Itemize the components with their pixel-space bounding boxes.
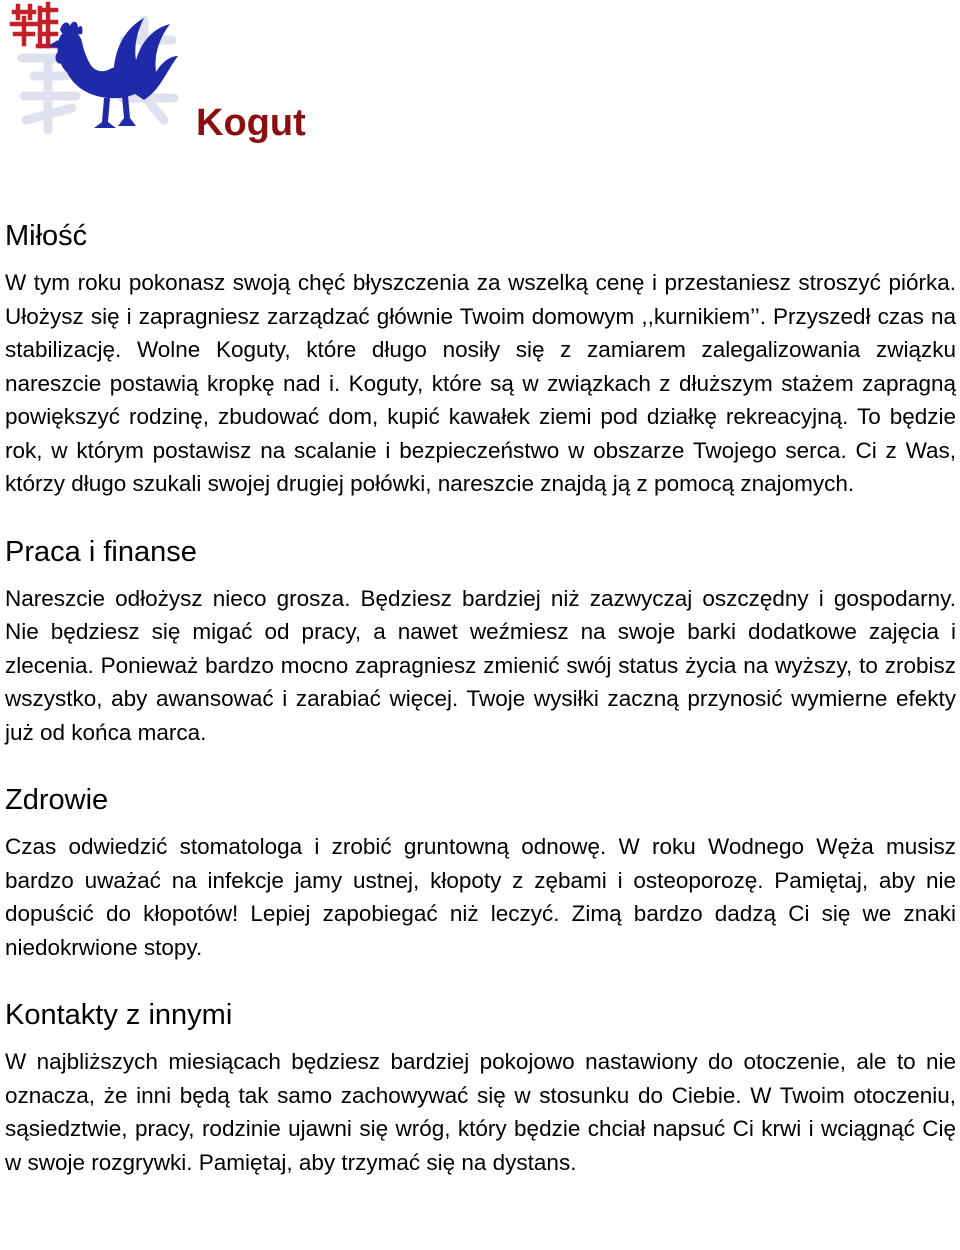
section-work-finance xyxy=(5,530,956,750)
section-heading: Kontakty z innymi xyxy=(5,999,233,1031)
section-love xyxy=(5,214,956,501)
page-header xyxy=(0,0,960,160)
section-paragraph: Nareszcie odłożysz nieco grosza. Będziesz bardziej niż zazwyczaj oszczędny i gospodarny. Nie będziesz się migać od pracy, a nawet weźmiesz na swoje barki dodatkowe zajęcia i zlecenia. Ponieważ bardzo mocno zapragniesz zmienić swój status życia na wyższy, to zrobisz wszystko, aby awansować i zarabiać więcej. Twoje wysiłki zaczną przynosić wymierne efekty już od końca marca. xyxy=(5,585,956,745)
section-heading: Zdrowie xyxy=(5,784,109,816)
section-paragraph: Czas odwiedzić stomatologa i zrobić gruntowną odnowę. W roku Wodnego Węża musisz bardzo uważać na infekcje jamy ustnej, kłopoty z zębami i osteoporozę. Pamiętaj, aby nie dopuścić do kłopotów! Lepiej zapobiegać niż leczyć. Zimą bardzo dadzą Ci się we znaki niedokrwione stopy. xyxy=(5,834,956,960)
section-paragraph: W tym roku pokonasz swoją chęć błyszczenia za wszelką cenę i przestaniesz stroszyć piórka. Ułożysz się i zapragniesz zarządzać głównie Twoim domowym ,,kurnikiem’’. Przyszedł czas na stabilizację. Wolne Koguty, które długo nosiły się z zamiarem zalegalizowania związku nareszcie postawią kropkę nad i. Koguty, które są w związkach z dłuższym stażem zapragną powiększyć rodzinę, zbudować dom, kupić kawałek ziemi pod działkę rekreacyjną. To będzie rok, w którym postawisz na scalanie i bezpieczeństwo w obszarze Twojego serca. Ci z Was, którzy długo szukali swojej drugiej połówki, nareszcie znajdą ją z pomocą znajomych. xyxy=(5,270,956,496)
page-title: Kogut xyxy=(196,102,306,144)
section-contacts xyxy=(5,993,956,1179)
section-heading: Praca i finanse xyxy=(5,535,197,568)
section-heading: Miłość xyxy=(5,220,88,252)
section-paragraph: W najbliższych miesiącach będziesz bardziej pokojowo nastawiony do otoczenie, ale to nie oznacza, że inni będą tak samo zachowywać się w stosunku do Ciebie. W Twoim otoczeniu, sąsiedztwie, pracy, rodzinie ujawni się wróg, który będzie chciał napsuć Ci krwi i wciągnąć Cię w swoje rozgrywki. Pamiętaj, aby trzymać się na dystans. xyxy=(5,1049,956,1175)
section-health xyxy=(5,778,956,964)
rooster-icon xyxy=(4,0,180,140)
article-content xyxy=(5,214,956,1179)
